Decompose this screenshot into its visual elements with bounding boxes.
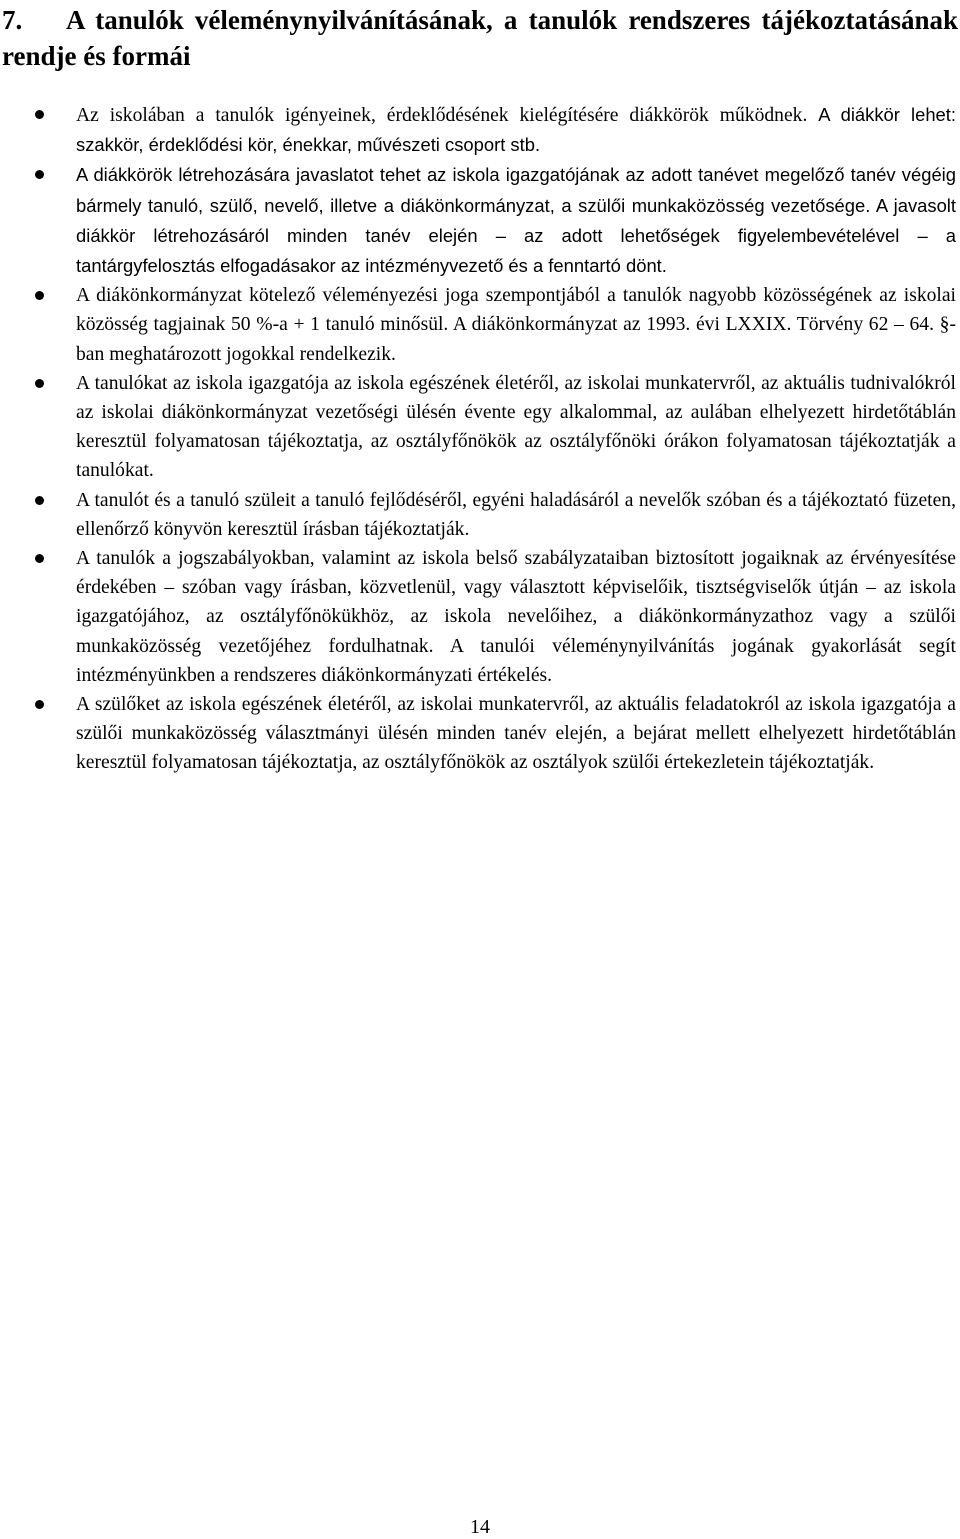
list-item: [0, 100, 960, 160]
paragraph-text: A diákönkormányzat kötelező véleményezési joga szempontjából a tanulók nagyobb közösségének az iskolai közösség tagjainak 50 %-a + 1 tanuló minősül. A diákönkormányzat az 1993. évi LXXIX. Törvény 62 – 64. §-ban meghatározott jogokkal rendelkezik.: [76, 285, 956, 365]
bullet-icon: [35, 291, 44, 300]
page-number: 14: [470, 1516, 490, 1538]
paragraph-text: Az iskolában a tanulók igényeinek, érdeklődésének kielégítésére diákkörök működnek.: [76, 105, 819, 126]
paragraph-text: A diákkör lehet: szakkör, érdeklődési kör, énekkar, művészeti csoport stb.: [76, 104, 957, 156]
list-item: [0, 281, 960, 369]
bullet-list: [0, 100, 960, 778]
bullet-icon: [35, 700, 44, 709]
bullet-icon: [35, 110, 44, 119]
paragraph-text: A diákkörök létrehozására javaslatot tehet az iskola igazgatójának az adott tanévet megelőző tanév végéig bármely tanuló, szülő, nevelő, illetve a diákönkormányzat, a szülői munkaközösség vezetősége. A javasolt diákkör létrehozásáról minden tanév elején – az adott lehetőségek figyelembevételével – a tantárgyfelosztás elfogadásakor az intézményvezető és a fenntartó dönt.: [76, 164, 956, 277]
section-heading: [2, 2, 958, 74]
list-item: [0, 369, 960, 486]
bullet-icon: [35, 170, 44, 179]
paragraph-text: A tanulókat az iskola igazgatója az iskola egészének életéről, az iskolai munkatervről, az aktuális tudnivalókról az iskolai diákönkormányzat vezetőségi ülésén évente egy alkalommal, az aulában elhelyezett hirdetőtáblán keresztül folyamatosan tájékoztatja, az osztályfőnökök az osztályfőnöki órákon folyamatosan tájékoztatják a tanulókat.: [76, 372, 956, 482]
paragraph-text: A tanulók a jogszabályokban, valamint az iskola belső szabályzataiban biztosított jogaiknak az érvényesítése érdekében – szóban vagy írásban, közvetlenül, vagy választott képviselőik, tisztségviselők útján – az iskola igazgatójához, az osztályfőnökükhöz, az iskola nevelőihez, a diákönkormányzathoz vagy a szülői munkaközösség vezetőjéhez fordulhatnak. A tanulói véleménynyilvánítás jogának gyakorlását segít intézményünkben a rendszeres diákönkormányzati értékelés.: [76, 548, 956, 686]
list-item: [0, 486, 960, 544]
list-item: [0, 690, 960, 778]
bullet-icon: [35, 379, 44, 388]
section-title: A tanulók véleménynyilvánításának, a tanulók rendszeres tájékoztatásának rendje és formái: [2, 5, 958, 71]
paragraph-text: A tanulót és a tanuló szüleit a tanuló fejlődéséről, egyéni haladásáról a nevelők szóban és a tájékoztató füzeten, ellenőrző könyvön keresztül írásban tájékoztatják.: [76, 489, 956, 540]
section-number: 7.: [2, 5, 23, 35]
bullet-icon: [35, 496, 44, 505]
list-item: [0, 160, 960, 281]
paragraph-text: A szülőket az iskola egészének életéről, az iskolai munkatervről, az aktuális feladatokról az iskola igazgatója a szülői munkaközösség választmányi ülésén minden tanév elején, a bejárat mellett elhelyezett hirdetőtáblán keresztül folyamatosan tájékoztatja, az osztályfőnökök az osztályok szülői értekezletein tájékoztatják.: [76, 694, 956, 774]
list-item: [0, 544, 960, 690]
bullet-icon: [35, 554, 44, 563]
